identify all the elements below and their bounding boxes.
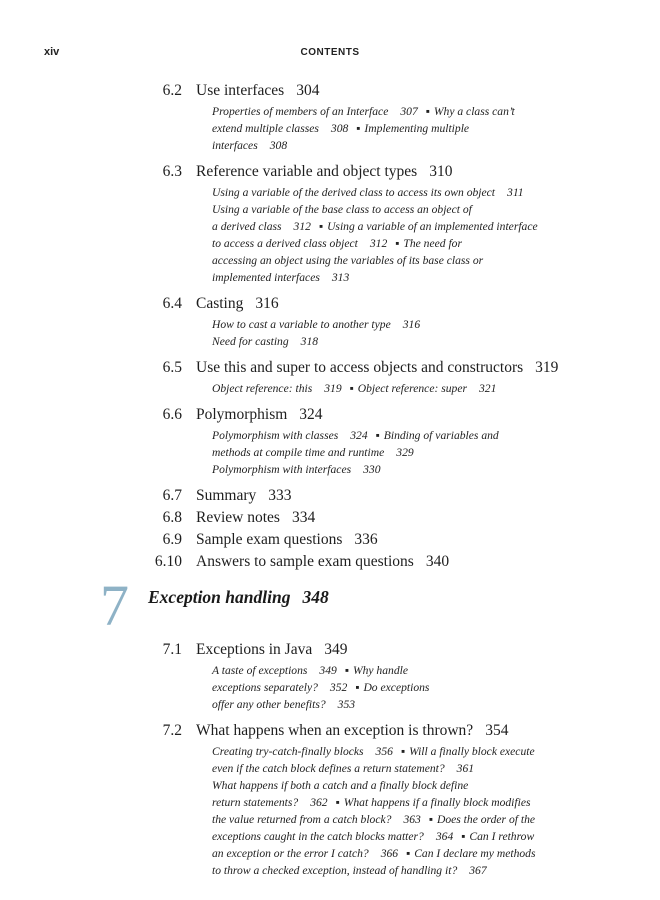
subsection-text: Why a class can’t: [433, 105, 515, 118]
bullet-separator: ▪: [375, 429, 380, 442]
subsection-text: A taste of exceptions: [212, 664, 308, 677]
subsection-page: 352: [329, 681, 348, 694]
table-of-contents: [0, 80, 660, 886]
subsection-text: Does the order of the: [436, 813, 536, 826]
section-page: 340: [425, 553, 450, 570]
subsection-text: implemented interfaces: [212, 271, 320, 284]
subsection-page: 356: [375, 745, 393, 758]
subsection-line: [212, 103, 582, 120]
subsection-page: 353: [337, 698, 356, 711]
subsection-text: offer any other benefits?: [212, 698, 326, 711]
section-page: 333: [268, 487, 292, 504]
subsection-text: the value returned from a catch block?: [212, 813, 392, 826]
subsection-text: extend multiple classes: [212, 122, 319, 135]
section-title-text: Use this and super to access objects and constructors: [196, 359, 524, 376]
subsection-text: How to cast a variable to another type: [212, 318, 391, 331]
subsection-page: 312: [369, 237, 388, 250]
subsection-line: [212, 201, 582, 218]
subsection-page: 364: [435, 830, 454, 843]
bullet-separator: ▪: [356, 122, 361, 135]
subsection-line: [212, 333, 582, 350]
subsection-text: Properties of members of an Interface: [212, 105, 389, 118]
subsection-page: 311: [507, 186, 524, 199]
subsection-line: [212, 679, 582, 696]
subsection-text: What happens if both a catch and a finally block define: [212, 779, 469, 792]
toc-section: [0, 80, 660, 102]
running-head: CONTENTS: [300, 47, 360, 58]
subsection-line: [212, 743, 582, 760]
bullet-separator: ▪: [318, 220, 324, 233]
section-title: [196, 485, 296, 507]
subsection-text: interfaces: [212, 139, 258, 152]
subsection-text: Using a variable of the base class to access an object of: [212, 203, 472, 216]
subsection-page: 324: [350, 429, 368, 442]
subsection-page: 366: [380, 847, 399, 860]
subsection-line: [212, 380, 582, 397]
section-title: [196, 357, 562, 379]
subsection-line: [212, 845, 582, 862]
subsection-text: Do exceptions: [363, 681, 430, 694]
subsection-list: [0, 184, 582, 286]
section-number: 7.2: [162, 722, 182, 739]
subsection-line: [212, 184, 582, 201]
section-page: 316: [255, 295, 279, 312]
subsection-line: [212, 811, 582, 828]
subsection-text: What happens if a finally block modifies: [343, 796, 531, 809]
toc-section: [0, 639, 660, 661]
section-page: 310: [429, 163, 453, 180]
subsection-page: 308: [330, 122, 349, 135]
subsection-line: [212, 252, 582, 269]
subsection-text: Object reference: super: [357, 382, 467, 395]
subsection-text: Can I declare my methods: [414, 847, 536, 860]
subsection-text: a derived class: [212, 220, 282, 233]
section-title-text: Polymorphism: [196, 406, 288, 423]
subsection-text: Creating try-catch-finally blocks: [212, 745, 364, 758]
bullet-separator: ▪: [425, 105, 430, 118]
subsection-line: [212, 218, 582, 235]
section-title: [196, 720, 512, 742]
subsection-line: [212, 760, 582, 777]
subsection-text: to throw a checked exception, instead of handling it?: [212, 864, 458, 877]
toc-section: [0, 293, 660, 315]
subsection-text: Can I rethrow: [469, 830, 535, 843]
subsection-line: [212, 316, 582, 333]
section-number: 6.10: [154, 553, 182, 570]
subsection-line: [212, 461, 582, 478]
subsection-line: [212, 828, 582, 845]
subsection-line: [212, 696, 582, 713]
subsection-page: 367: [469, 864, 487, 877]
section-page: 336: [354, 531, 378, 548]
section-title-text: What happens when an exception is thrown?: [196, 722, 474, 739]
section-number: 6.9: [162, 531, 182, 548]
bullet-separator: ▪: [461, 830, 466, 843]
subsection-line: [212, 427, 582, 444]
subsection-page: 312: [293, 220, 311, 233]
section-number: 7.1: [162, 641, 182, 658]
toc-section: [0, 720, 660, 742]
subsection-text: Object reference: this: [212, 382, 313, 395]
section-number: 6.4: [162, 295, 182, 312]
subsection-text: Using a variable of an implemented interface: [327, 220, 538, 233]
subsection-text: Why handle: [352, 664, 408, 677]
subsection-line: [212, 777, 582, 794]
subsection-text: methods at compile time and runtime: [212, 446, 385, 459]
section-title: [196, 293, 283, 315]
section-title-text: Exceptions in Java: [196, 641, 313, 658]
subsection-line: [212, 444, 582, 461]
bullet-separator: ▪: [395, 237, 400, 250]
section-title-text: Sample exam questions: [196, 531, 343, 548]
subsection-text: to access a derived class object: [212, 237, 358, 250]
subsection-list: [0, 380, 582, 397]
section-title: [196, 529, 382, 551]
subsection-text: Polymorphism with classes: [212, 429, 339, 442]
subsection-line: [212, 137, 582, 154]
subsection-list: [0, 662, 582, 713]
section-page: 304: [296, 82, 320, 99]
bullet-separator: ▪: [344, 664, 349, 677]
section-title: [196, 639, 351, 661]
subsection-page: 321: [479, 382, 497, 395]
bullet-separator: ▪: [349, 382, 354, 395]
subsection-list: [0, 427, 582, 478]
section-title: [196, 80, 323, 102]
chapter-6-sections: [0, 80, 660, 573]
chapter-page: 348: [302, 587, 329, 607]
toc-section: [0, 551, 660, 573]
toc-section: [0, 507, 660, 529]
section-number: 6.6: [162, 406, 182, 423]
section-page: 354: [485, 722, 509, 739]
chapter-number: 7: [100, 573, 129, 638]
subsection-page: 308: [269, 139, 288, 152]
subsection-text: exceptions separately?: [212, 681, 318, 694]
subsection-page: 330: [363, 463, 381, 476]
section-title-text: Use interfaces: [196, 82, 285, 99]
subsection-page: 361: [456, 762, 475, 775]
section-number: 6.2: [162, 82, 182, 99]
subsection-list: [0, 743, 582, 879]
section-page: 319: [535, 359, 559, 376]
section-title: [196, 161, 456, 183]
subsection-text: an exception or the error I catch?: [212, 847, 369, 860]
subsection-line: [212, 120, 582, 137]
subsection-text: The need for: [403, 237, 462, 250]
subsection-page: 329: [396, 446, 414, 459]
bullet-separator: ▪: [428, 813, 433, 826]
section-number: 6.8: [162, 509, 182, 526]
subsection-page: 319: [324, 382, 342, 395]
subsection-page: 363: [403, 813, 421, 826]
subsection-page: 318: [300, 335, 319, 348]
chapter-title: [148, 587, 333, 608]
section-page: 334: [291, 509, 316, 526]
subsection-text: Binding of variables and: [383, 429, 499, 442]
section-title-text: Reference variable and object types: [196, 163, 418, 180]
subsection-text: accessing an object using the variables of its base class or: [212, 254, 484, 267]
section-title-text: Review notes: [196, 509, 280, 526]
bullet-separator: ▪: [400, 745, 406, 758]
section-number: 6.5: [162, 359, 182, 376]
subsection-text: Need for casting: [212, 335, 289, 348]
subsection-page: 349: [319, 664, 337, 677]
section-number: 6.3: [162, 163, 182, 180]
bullet-separator: ▪: [335, 796, 340, 809]
toc-section: [0, 161, 660, 183]
subsection-list: [0, 103, 582, 154]
chapter-title-text: Exception handling: [148, 587, 291, 607]
subsection-text: exceptions caught in the catch blocks matter?: [212, 830, 424, 843]
subsection-page: 316: [402, 318, 421, 331]
subsection-text: Implementing multiple: [364, 122, 470, 135]
section-page: 349: [324, 641, 348, 658]
section-page: 324: [299, 406, 323, 423]
subsection-page: 362: [310, 796, 328, 809]
bullet-separator: ▪: [355, 681, 360, 694]
subsection-text: even if the catch block defines a return statement?: [212, 762, 445, 775]
subsection-text: return statements?: [212, 796, 299, 809]
subsection-line: [212, 269, 582, 286]
section-title-text: Summary: [196, 487, 257, 504]
subsection-list: [0, 316, 582, 350]
chapter-7-heading: [0, 573, 660, 639]
subsection-page: 307: [400, 105, 418, 118]
subsection-line: [212, 235, 582, 252]
bullet-separator: ▪: [406, 847, 411, 860]
toc-section: [0, 357, 660, 379]
section-title: [196, 507, 319, 529]
section-title: [196, 551, 453, 573]
subsection-line: [212, 794, 582, 811]
subsection-line: [212, 662, 582, 679]
page-number: xiv: [44, 46, 60, 58]
subsection-line: [212, 862, 582, 879]
toc-section: [0, 485, 660, 507]
toc-section: [0, 404, 660, 426]
toc-section: [0, 529, 660, 551]
subsection-text: Polymorphism with interfaces: [212, 463, 352, 476]
subsection-page: 313: [331, 271, 350, 284]
section-title: [196, 404, 327, 426]
section-number: 6.7: [162, 487, 182, 504]
subsection-text: Will a finally block execute: [409, 745, 535, 758]
subsection-text: Using a variable of the derived class to access its own object: [212, 186, 496, 199]
section-title-text: Answers to sample exam questions: [196, 553, 414, 570]
chapter-7-sections: [0, 639, 660, 879]
section-title-text: Casting: [196, 295, 244, 312]
